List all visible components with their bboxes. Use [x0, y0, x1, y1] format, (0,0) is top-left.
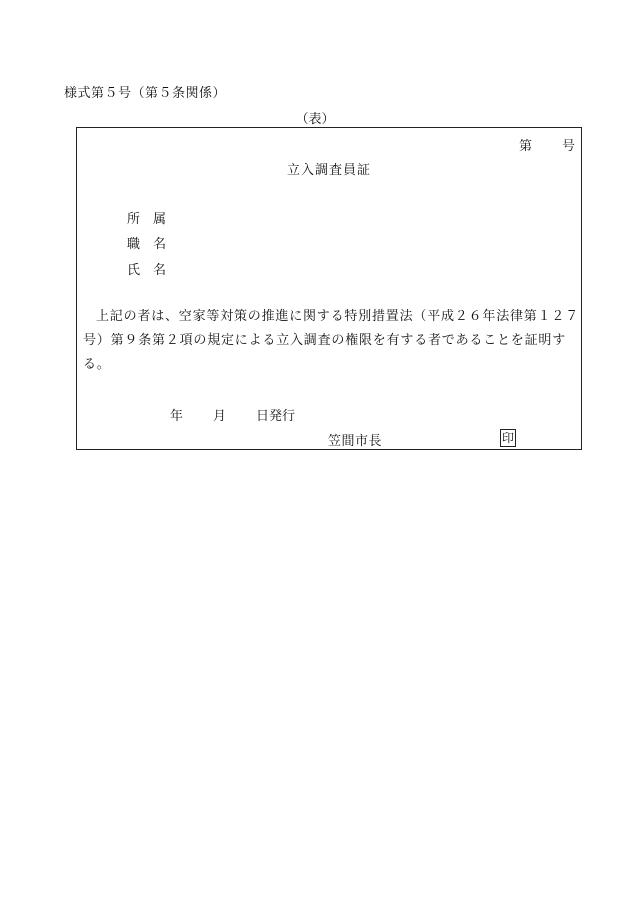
certification-statement: 上記の者は、空家等対策の推進に関する特別措置法（平成２６年法律第１２７号）第９条第２項の規定による立入調査の権限を有する者であることを証明する。	[83, 309, 580, 372]
field-affiliation-char-1: 所	[127, 212, 141, 227]
field-affiliation	[127, 208, 166, 227]
card-number-prefix: 第	[518, 139, 532, 154]
card-number	[519, 135, 575, 154]
issue-day-label: 日発行	[256, 409, 296, 424]
issue-date	[170, 405, 295, 424]
field-position-char-1: 職	[127, 237, 141, 252]
side-label: （表）	[295, 112, 335, 127]
seal-mark: 印	[501, 431, 514, 445]
issue-year-label: 年	[170, 409, 184, 424]
field-affiliation-char-2: 属	[153, 212, 167, 227]
form-number: 様式第５号（第５条関係）	[64, 86, 227, 101]
field-name-char-1: 氏	[127, 263, 141, 278]
inspector-id-card	[76, 127, 582, 450]
field-position-char-2: 名	[153, 237, 167, 252]
field-position	[127, 233, 166, 252]
issuer: 笠間市長	[328, 434, 383, 449]
card-title: 立入調査員証	[286, 163, 371, 178]
field-name	[127, 259, 166, 278]
field-name-char-2: 名	[153, 263, 167, 278]
issue-month-label: 月	[213, 409, 227, 424]
card-number-suffix: 号	[561, 139, 575, 154]
